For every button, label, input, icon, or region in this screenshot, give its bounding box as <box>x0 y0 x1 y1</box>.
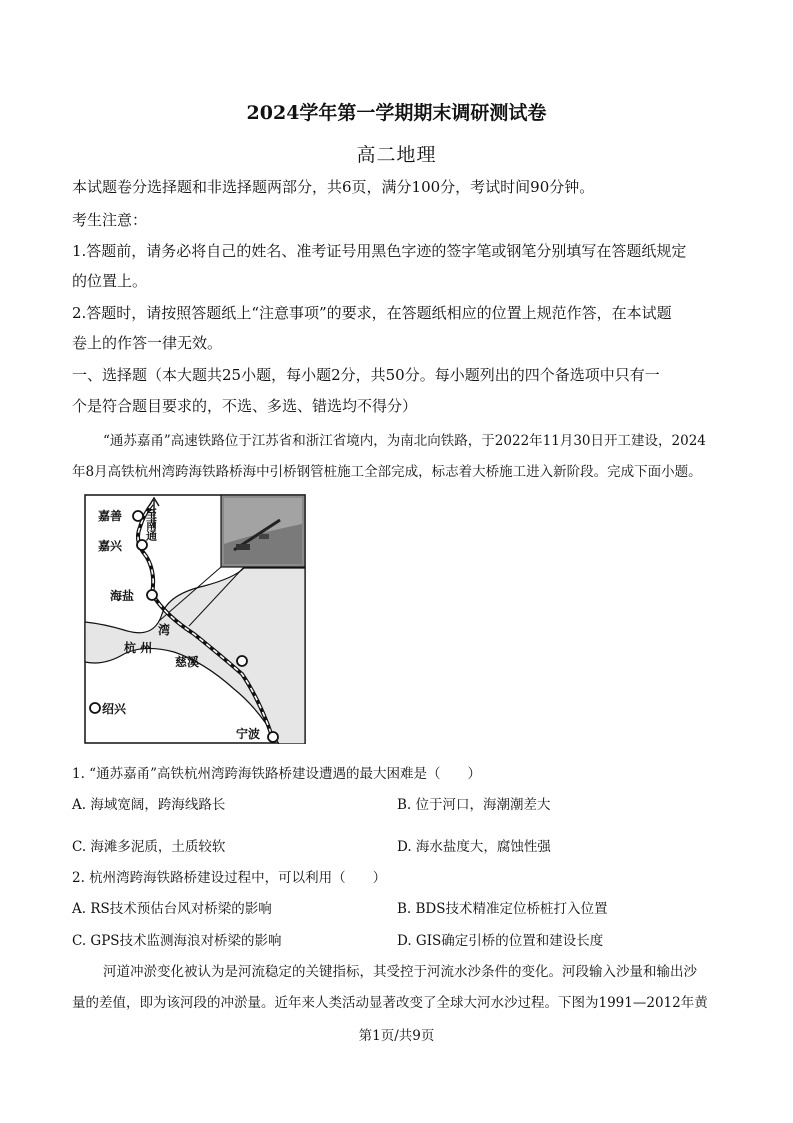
label-jiashan: 嘉善 <box>98 509 123 523</box>
section-heading-line-a: 一、选择题（本大题共25小题，每小题2分，共50分。每小题列出的四个备选项中只有一 <box>72 366 660 384</box>
passage-1-line-2: 年8月高铁杭州湾跨海铁路桥海中引桥钢管桩施工全部完成，标志着大桥施工进入新阶段。完成下面小题。 <box>72 464 702 480</box>
exam-subject: 高二地理 <box>356 144 437 166</box>
page-number: 第1页/共9页 <box>358 1028 435 1044</box>
label-wan: 湾 <box>158 623 171 637</box>
label-jiaxing: 嘉兴 <box>98 539 123 553</box>
q1-stem: 1. “通苏嘉甬”高铁杭州湾跨海铁路桥建设遭遇的最大困难是（ ） <box>72 766 481 782</box>
exam-title: 2024学年第一学期期末调研测试卷 <box>246 102 547 124</box>
q2-option-b: B. BDS技术精准定位桥桩打入位置 <box>397 901 608 917</box>
notice-heading: 考生注意： <box>72 211 148 229</box>
q1-option-c: C. 海滩多泥质，土质较软 <box>72 839 226 855</box>
section-heading-line-b: 个是符合题目要求的，不选、多选、错选均不得分） <box>72 397 418 415</box>
note-1-line-a: 1.答题前，请务必将自己的姓名、准考证号用黑色字迹的签字笔或钢笔分别填写在答题纸规定 <box>72 242 687 260</box>
passage-1-line-1: “通苏嘉甬”高速铁路位于江苏省和浙江省境内，为南北向铁路，于2022年11月30日开工建设，2024 <box>103 433 706 449</box>
q2-option-d: D. GIS确定引桥的位置和建设长度 <box>397 933 604 949</box>
label-to-nantong: 至南通 <box>144 508 158 541</box>
label-haiyan: 海盐 <box>110 589 135 603</box>
label-ningbo: 宁波 <box>236 727 261 741</box>
q2-option-a: A. RS技术预估台风对桥梁的影响 <box>72 901 272 917</box>
q1-option-a: A. 海域宽阔，跨海线路长 <box>72 797 226 813</box>
q2-stem: 2. 杭州湾跨海铁路桥建设过程中，可以利用（ ） <box>72 870 387 886</box>
note-1-line-b: 的位置上。 <box>72 272 148 290</box>
label-shaoxing: 绍兴 <box>102 702 127 716</box>
passage-2-line-1: 河道冲淤变化被认为是河流稳定的关键指标，其受控于河流水沙条件的变化。河段输入沙量和输出沙 <box>103 964 697 980</box>
q1-option-b: B. 位于河口，海潮潮差大 <box>397 797 551 813</box>
q1-option-d: D. 海水盐度大，腐蚀性强 <box>397 839 551 855</box>
q2-option-c: C. GPS技术监测海浪对桥梁的影响 <box>72 933 282 949</box>
note-2-line-a: 2.答题时，请按照答题纸上“注意事项”的要求，在答题纸相应的位置上规范作答，在本试题 <box>72 304 672 322</box>
bridge-photo-inset <box>221 495 305 567</box>
railway-map <box>84 494 306 744</box>
note-2-line-b: 卷上的作答一律无效。 <box>72 334 223 352</box>
label-hangzhou: 杭 州 <box>124 641 153 655</box>
intro-line: 本试题卷分选择题和非选择题两部分，共6页，满分100分，考试时间90分钟。 <box>72 178 595 196</box>
label-cixi: 慈溪 <box>175 655 200 669</box>
passage-2-line-2: 量的差值，即为该河段的冲淤量。近年来人类活动显著改变了全球大河水沙过程。下图为1991—2012年黄 <box>72 995 708 1011</box>
